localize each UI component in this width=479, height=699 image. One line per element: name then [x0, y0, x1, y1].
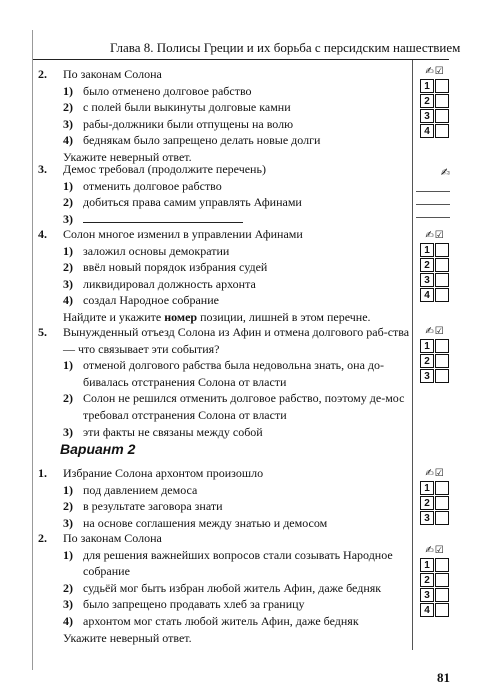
option-text: отменой долгового рабства была недовольна знать, она до-бивалась отстранения Солона от власти — [83, 358, 385, 389]
option — [63, 580, 410, 597]
option-number: 3) — [63, 597, 73, 612]
question-stem: Солон многое изменил в управлении Афинами — [63, 227, 303, 241]
answer-box — [420, 545, 450, 617]
option-number: 2) — [63, 195, 73, 210]
answer-checkbox[interactable] — [435, 603, 449, 617]
option-number: 3) — [63, 211, 73, 226]
option-number: 4) — [63, 293, 73, 308]
option-number: 1) — [63, 482, 73, 497]
question-number: 2. — [38, 67, 47, 81]
answer-checkbox[interactable] — [435, 511, 449, 525]
option-number: 1) — [63, 547, 73, 562]
option-number: 3) — [63, 424, 73, 439]
answer-checkbox[interactable] — [435, 94, 449, 108]
option-number: 3) — [63, 116, 73, 131]
question-stem: По законам Солона — [63, 531, 162, 545]
option-text: заложил основы демократии — [83, 243, 230, 258]
option-text: в результате заговора знати — [83, 499, 223, 514]
answer-checkbox[interactable] — [435, 109, 449, 123]
option — [63, 424, 410, 441]
answer-checkbox[interactable] — [435, 243, 449, 257]
pencil-check-icon: ✍☑ — [425, 326, 445, 337]
option — [63, 357, 410, 390]
option-number: 2) — [63, 391, 73, 406]
option — [63, 498, 410, 515]
option-text: с полей были выкинуты долговые камни — [83, 100, 291, 115]
question-number: 5. — [38, 325, 47, 339]
header-rule — [33, 59, 449, 60]
option-number: 3) — [63, 515, 73, 530]
answer-checkbox[interactable] — [435, 354, 449, 368]
option — [63, 211, 410, 228]
question-stem: Демос требовал (продолжите перечень) — [63, 162, 266, 176]
option — [63, 83, 410, 100]
option-text: беднякам было запрещено делать новые долги — [83, 133, 321, 148]
option-text: было запрещено продавать хлеб за границу — [83, 597, 305, 612]
answer-line[interactable] — [416, 191, 450, 192]
question-number: 2. — [38, 531, 47, 545]
answer-checkbox[interactable] — [435, 496, 449, 510]
question-2 — [38, 66, 410, 166]
question-5 — [38, 324, 410, 440]
option — [63, 613, 410, 630]
answer-box — [420, 66, 450, 138]
option — [63, 243, 410, 260]
option-number: 2) — [63, 580, 73, 595]
answer-checkbox[interactable] — [435, 124, 449, 138]
answer-label: 1 — [420, 558, 434, 572]
option-text: архонтом мог стать любой житель Афин, даже бедняк — [83, 613, 359, 628]
answer-label: 1 — [420, 79, 434, 93]
option — [63, 116, 410, 133]
variant-heading: Вариант 2 — [60, 441, 136, 457]
option-text: судьёй мог быть избран любой житель Афин, даже бедняк — [83, 580, 382, 595]
question-number: 3. — [38, 162, 47, 176]
option-number: 2) — [63, 499, 73, 514]
option-text: Солон не решился отменить долговое рабство, поэтому де-мос требовал отстранения Солона от власти — [83, 391, 405, 422]
question-4 — [38, 226, 410, 326]
answer-label: 2 — [420, 94, 434, 108]
option — [63, 515, 410, 532]
pencil-check-icon: ✍☑ — [425, 545, 445, 556]
answer-label: 2 — [420, 573, 434, 587]
option-number: 2) — [63, 100, 73, 115]
option — [63, 194, 410, 211]
option — [63, 596, 410, 613]
answer-checkbox[interactable] — [435, 258, 449, 272]
option-text: было отменено долговое рабство — [83, 83, 252, 98]
variant2-question-1 — [38, 465, 410, 531]
answer-checkbox[interactable] — [435, 573, 449, 587]
option-number: 4) — [63, 133, 73, 148]
question-stem: Вынужденный отъезд Солона из Афин и отмена долгового раб-ства — что связывает эти события? — [63, 325, 410, 356]
answer-label: 1 — [420, 339, 434, 353]
option-number: 2) — [63, 260, 73, 275]
option — [63, 259, 410, 276]
pencil-check-icon: ✍☑ — [425, 230, 445, 241]
question-number: 1. — [38, 466, 47, 480]
answer-checkbox[interactable] — [435, 558, 449, 572]
question-note: Укажите неверный ответ. — [63, 149, 192, 164]
option-text: отменить долговое рабство — [83, 178, 222, 193]
option-text: ввёл новый порядок избрания судей — [83, 260, 268, 275]
answer-box — [420, 230, 450, 302]
question-note: Укажите неверный ответ. — [63, 630, 192, 645]
answer-label: 2 — [420, 258, 434, 272]
answer-checkbox[interactable] — [435, 339, 449, 353]
option-text: под давлением демоса — [83, 482, 198, 497]
answer-label: 2 — [420, 496, 434, 510]
option-text: для решения важнейших вопросов стали созывать Народное собрание — [83, 547, 393, 579]
option-number: 4) — [63, 613, 73, 628]
option-text: на основе соглашения между знатью и демосом — [83, 515, 328, 530]
question-3 — [38, 161, 410, 227]
page-number: 81 — [437, 670, 450, 685]
option-text: эти факты не связаны между собой — [83, 424, 263, 439]
option — [63, 276, 410, 293]
question-note: Найдите и укажите номер позиции, лишней в этом перечне. — [63, 309, 371, 324]
answer-label: 4 — [420, 603, 434, 617]
answer-column-divider — [412, 60, 413, 650]
answer-line[interactable] — [416, 204, 450, 205]
answer-label: 1 — [420, 481, 434, 495]
answer-checkbox[interactable] — [435, 369, 449, 383]
answer-label: 1 — [420, 243, 434, 257]
answer-checkbox[interactable] — [435, 481, 449, 495]
option — [63, 132, 410, 149]
answer-label: 3 — [420, 273, 434, 287]
answer-label: 4 — [420, 124, 434, 138]
option — [63, 99, 410, 116]
pencil-check-icon: ✍☑ — [425, 66, 445, 77]
option-number: 3) — [63, 276, 73, 291]
option — [63, 292, 410, 309]
answer-label: 2 — [420, 354, 434, 368]
question-number: 4. — [38, 227, 47, 241]
answer-label: 3 — [420, 369, 434, 383]
answer-checkbox[interactable] — [435, 588, 449, 602]
pencil-icon: ✍ — [440, 166, 450, 179]
option-text: создал Народное собрание — [83, 293, 219, 308]
answer-label: 3 — [420, 588, 434, 602]
option-number: 1) — [63, 243, 73, 258]
question-stem: Избрание Солона архонтом произошло — [63, 466, 264, 480]
fill-in-blank[interactable] — [83, 211, 243, 223]
option — [63, 178, 410, 195]
question-stem: По законам Солона — [63, 67, 162, 81]
write-answer-box — [416, 166, 450, 218]
answer-checkbox[interactable] — [435, 79, 449, 93]
option-number: 1) — [63, 83, 73, 98]
answer-label: 4 — [420, 288, 434, 302]
option — [63, 547, 410, 580]
answer-checkbox[interactable] — [435, 288, 449, 302]
margin-line — [32, 30, 33, 670]
answer-box — [420, 326, 450, 383]
option-number: 1) — [63, 178, 73, 193]
option-text: ликвидировал должность архонта — [83, 276, 256, 291]
answer-label: 3 — [420, 511, 434, 525]
option-text: добиться права самим управлять Афинами — [83, 195, 302, 210]
answer-box — [420, 468, 450, 525]
option-text: рабы-должники были отпущены на волю — [83, 116, 294, 131]
option — [63, 482, 410, 499]
answer-label: 3 — [420, 109, 434, 123]
answer-checkbox[interactable] — [435, 273, 449, 287]
page-header: Глава 8. Полисы Греции и их борьба с персидским нашествием — [110, 40, 461, 55]
option-number: 1) — [63, 358, 73, 373]
variant2-question-2 — [38, 530, 410, 646]
answer-line[interactable] — [416, 217, 450, 218]
option — [63, 390, 410, 423]
pencil-check-icon: ✍☑ — [425, 468, 445, 479]
